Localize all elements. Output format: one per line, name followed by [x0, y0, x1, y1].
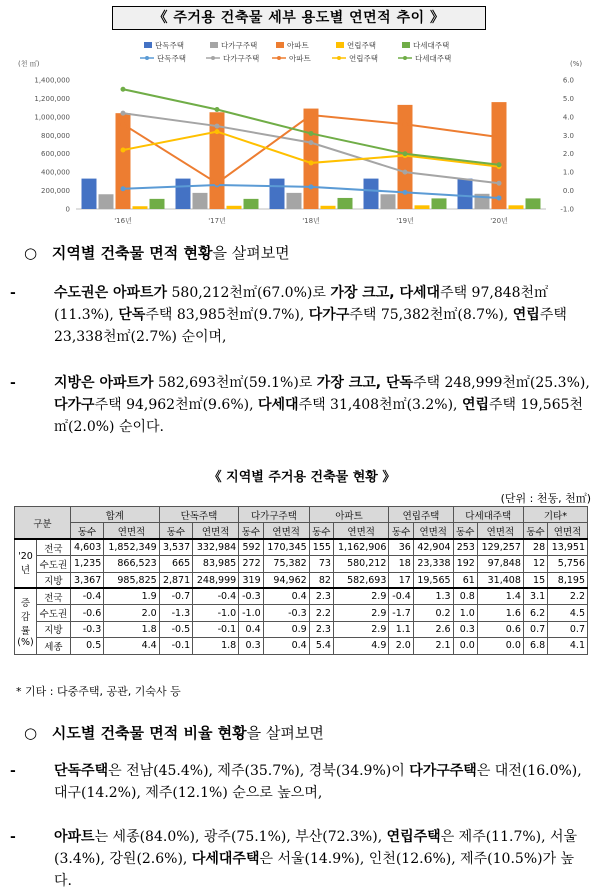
x-tick-label: '17년 — [208, 217, 226, 225]
table-cell: 12 — [523, 556, 547, 572]
text-run: 다가구주택 — [409, 763, 477, 779]
legend-label: 연립주택 — [349, 54, 378, 63]
table-cell: -0.3 — [263, 605, 309, 621]
legend-marker — [403, 56, 407, 60]
combo-chart — [14, 34, 592, 239]
table-cell: 18 — [389, 556, 413, 572]
table-cell: 1.6 — [477, 605, 523, 621]
bar — [492, 102, 507, 209]
table-row — [15, 572, 588, 588]
table-cell: 0.2 — [413, 605, 453, 621]
legend-label: 아파트 — [289, 54, 311, 63]
legend-label: 단독주택 — [157, 54, 186, 63]
table-cell: 985,825 — [104, 572, 159, 588]
table-cell: 2.2 — [309, 605, 333, 621]
table-cell: 83,985 — [193, 556, 239, 572]
table-cell: 5,756 — [548, 556, 588, 572]
table-cell: 0.7 — [523, 621, 547, 637]
table-row — [15, 539, 588, 555]
table-cell: 0.3 — [239, 638, 263, 654]
legend-label: 다가구주택 — [223, 54, 260, 63]
table-cell: -0.4 — [70, 588, 103, 604]
bar — [193, 193, 208, 209]
bar — [509, 205, 524, 209]
dash-bullet-icon: - — [10, 763, 16, 779]
bar — [287, 193, 302, 209]
table-cell: 4.1 — [548, 638, 588, 654]
table-cell: 73 — [309, 556, 333, 572]
table-cell: 97,848 — [477, 556, 523, 572]
table-footnote: * 기타 : 다중주택, 공관, 기숙사 등 — [16, 685, 181, 698]
line-point — [121, 148, 126, 153]
section2-heading — [24, 722, 324, 743]
region-cell: 지방 — [37, 621, 71, 637]
section1-heading — [24, 242, 290, 263]
table-cell: 319 — [239, 572, 263, 588]
table-cell: 61 — [453, 572, 477, 588]
header-col: 합계 — [70, 507, 159, 523]
chart-title: 《 주거용 건축물 세부 용도별 연면적 추이 》 — [112, 6, 486, 30]
legend-label: 아파트 — [287, 41, 309, 50]
table-cell: 8,195 — [548, 572, 588, 588]
legend-label: 다세대주택 — [415, 54, 452, 63]
table-cell: 580,212 — [333, 556, 388, 572]
line-point — [403, 190, 408, 195]
header-col: 단독주택 — [159, 507, 238, 523]
subheader-cell: 동수 — [523, 523, 547, 539]
table-cell: 155 — [309, 539, 333, 555]
table-cell: 170,345 — [263, 539, 309, 555]
table-cell: 0.4 — [263, 638, 309, 654]
header-col: 기타* — [523, 507, 587, 523]
bar — [364, 179, 379, 209]
table-cell: 0.3 — [453, 621, 477, 637]
legend-swatch — [144, 42, 152, 48]
text-run: 주택 248,999천㎡(25.3%), — [413, 375, 590, 391]
table-cell: 2.2 — [548, 588, 588, 604]
section2-item2 — [10, 826, 590, 890]
text-run: 주택 75,382천㎡(8.7%), — [349, 307, 513, 323]
legend-marker — [145, 56, 149, 60]
bar — [176, 179, 191, 209]
table-cell: 1.8 — [193, 638, 239, 654]
bar — [415, 205, 430, 209]
line-point — [309, 184, 314, 189]
line-point — [309, 140, 314, 145]
bar — [381, 194, 396, 209]
text-run: 주택 23,338천㎡(2.7%) 순이며, — [54, 307, 567, 345]
table-cell: 272 — [239, 556, 263, 572]
header-col: 아파트 — [309, 507, 389, 523]
text-run: 은 서울(14.9%), 인천(12.6%), 제주(10.5%)가 높다. — [54, 851, 575, 889]
dash-bullet-icon: - — [10, 285, 16, 301]
region-cell: 수도권 — [37, 556, 71, 572]
table-cell: 42,904 — [413, 539, 453, 555]
table-cell: -1.3 — [159, 605, 192, 621]
line-point — [403, 170, 408, 175]
table-cell: 6.8 — [523, 638, 547, 654]
text-run: 가장 크고, 다세대 — [330, 285, 441, 301]
table-cell: 192 — [453, 556, 477, 572]
text-run: 지방은 아파트가 — [54, 375, 154, 391]
subheader-cell: 동수 — [239, 523, 263, 539]
table-cell: 0.8 — [453, 588, 477, 604]
text-run: 단독주택 — [54, 763, 109, 779]
header-col: 연립주택 — [389, 507, 453, 523]
y-left-tick: 400,000 — [41, 168, 70, 177]
x-tick-label: '16년 — [114, 217, 132, 225]
subheader-cell: 동수 — [453, 523, 477, 539]
table-cell: 253 — [453, 539, 477, 555]
line-point — [403, 122, 408, 127]
bar — [82, 179, 97, 209]
text-run: 아파트 — [54, 829, 95, 845]
table-row — [15, 605, 588, 621]
line-point — [309, 131, 314, 136]
bar — [526, 198, 541, 209]
y-left-tick: 1,400,000 — [34, 76, 70, 85]
section1-item2-text — [10, 372, 590, 438]
table-row — [15, 621, 588, 637]
section1-item2 — [10, 372, 590, 438]
text-run: 다가구 — [308, 307, 350, 323]
circle-bullet-icon: ○ — [24, 244, 38, 262]
table-row — [15, 588, 588, 604]
area-chart-container — [14, 34, 592, 239]
subheader-row — [15, 523, 588, 539]
table-cell: 129,257 — [477, 539, 523, 555]
table-cell: -1.7 — [389, 605, 413, 621]
table-cell: 28 — [523, 539, 547, 555]
table-row — [15, 556, 588, 572]
table-cell: 2.9 — [333, 605, 388, 621]
table-cell: 1.4 — [477, 588, 523, 604]
text-run: 582,693천㎡(59.1%)로 — [153, 375, 317, 391]
table-cell: 1.8 — [104, 621, 159, 637]
table-cell: 2.6 — [413, 621, 453, 637]
line-point — [215, 124, 220, 129]
subheader-cell: 연면적 — [104, 523, 159, 539]
text-run: 수도권은 아파트가 — [54, 285, 168, 301]
table-cell: 5.4 — [309, 638, 333, 654]
bar — [432, 198, 447, 209]
y-right-tick: 3.0 — [562, 131, 574, 140]
text-run: 주택 31,408천㎡(3.2%), — [298, 397, 462, 413]
bar — [270, 179, 285, 209]
region-cell: 전국 — [37, 588, 71, 604]
y-left-tick: 600,000 — [41, 150, 70, 159]
line-point — [497, 135, 502, 140]
section2-heading-rest: 을 살펴보면 — [246, 724, 324, 742]
table-cell: 0.4 — [239, 621, 263, 637]
line-point — [215, 107, 220, 112]
legend-swatch — [210, 42, 218, 48]
bar — [304, 109, 319, 209]
y-right-tick: 6.0 — [562, 76, 574, 85]
legend-label: 연립주택 — [347, 41, 376, 50]
line-point — [121, 87, 126, 92]
table-cell: 1.3 — [413, 588, 453, 604]
dash-bullet-icon: - — [10, 829, 16, 845]
section2-item2-text — [10, 826, 590, 890]
bar — [99, 194, 114, 209]
line-point — [309, 113, 314, 118]
table-cell: 2,871 — [159, 572, 192, 588]
section2-heading-bold: 시도별 건축물 면적 비율 현황 — [51, 724, 247, 742]
text-run: 다가구 — [54, 397, 95, 413]
table-cell: 0.6 — [477, 621, 523, 637]
table-cell: 582,693 — [333, 572, 388, 588]
line-point — [403, 151, 408, 156]
subheader-cell: 연면적 — [413, 523, 453, 539]
table-cell: -0.1 — [193, 621, 239, 637]
table-cell: 665 — [159, 556, 192, 572]
table-cell: -0.3 — [70, 621, 103, 637]
text-run: 다세대주택 — [191, 851, 260, 867]
row-group-label: 증감률(%) — [15, 588, 37, 654]
legend-marker — [277, 56, 281, 60]
table-cell: -0.6 — [70, 605, 103, 621]
dash-bullet-icon: - — [10, 375, 16, 391]
section2-item1 — [10, 760, 590, 804]
region-cell: 세종 — [37, 638, 71, 654]
y-left-tick: 0 — [65, 205, 70, 214]
subheader-cell: 동수 — [70, 523, 103, 539]
line-point — [497, 181, 502, 186]
bar — [133, 206, 148, 209]
subheader-cell: 연면적 — [548, 523, 588, 539]
legend-marker — [337, 56, 341, 60]
section1-item1-text — [10, 282, 590, 348]
table-title: 《 지역별 주거용 건축물 현황 》 — [208, 470, 396, 485]
line-point — [121, 122, 126, 127]
section1-item1 — [10, 282, 590, 348]
line-point — [309, 160, 314, 165]
table-cell: 0.4 — [263, 588, 309, 604]
legend-label: 다가구주택 — [221, 41, 258, 50]
table-cell: 3,537 — [159, 539, 192, 555]
table-cell: 1,235 — [70, 556, 103, 572]
section1-heading-bold: 지역별 건축물 면적 현황 — [51, 244, 213, 262]
y-right-tick: 0.0 — [562, 187, 574, 196]
text-run: 연립 — [512, 307, 540, 323]
section1-heading-rest: 을 살펴보면 — [212, 244, 290, 262]
table-cell: -0.5 — [159, 621, 192, 637]
legend-label: 다세대주택 — [413, 41, 450, 50]
y-right-tick: 2.0 — [562, 150, 574, 159]
table-cell: 2.3 — [309, 621, 333, 637]
table-cell: 15 — [523, 572, 547, 588]
bar — [227, 206, 242, 209]
table-cell: 31,408 — [477, 572, 523, 588]
table-cell: 6.2 — [523, 605, 547, 621]
table-cell: 1,852,349 — [104, 539, 159, 555]
text-run: 주택 94,962천㎡(9.6%), — [94, 397, 258, 413]
y-left-tick: 200,000 — [41, 187, 70, 196]
table-cell: 2.9 — [333, 588, 388, 604]
text-run: 580,212천㎡(67.0%)로 — [167, 285, 331, 301]
region-table — [14, 506, 588, 655]
line-point — [215, 129, 220, 134]
table-cell: 3.1 — [523, 588, 547, 604]
bar — [150, 199, 165, 209]
table-cell: 0.5 — [70, 638, 103, 654]
table-cell: 2.1 — [413, 638, 453, 654]
table-cell: 0.0 — [477, 638, 523, 654]
table-cell: 4,603 — [70, 539, 103, 555]
subheader-cell: 동수 — [389, 523, 413, 539]
table-cell: 36 — [389, 539, 413, 555]
y-left-tick: 1,000,000 — [34, 113, 70, 122]
text-run: 연립주택 — [386, 829, 441, 845]
table-cell: 1.0 — [453, 605, 477, 621]
table-cell: 248,999 — [193, 572, 239, 588]
line-point — [497, 195, 502, 200]
y-left-unit: (천 ㎡) — [18, 60, 40, 68]
y-right-tick: 4.0 — [562, 113, 574, 122]
table-cell: 17 — [389, 572, 413, 588]
table-cell: 2.3 — [309, 588, 333, 604]
table-cell: -0.1 — [159, 638, 192, 654]
table-cell: 94,962 — [263, 572, 309, 588]
region-cell: 전국 — [37, 539, 71, 555]
legend-label: 단독주택 — [155, 41, 184, 50]
y-right-tick: 5.0 — [562, 94, 574, 103]
x-tick-label: '20년 — [490, 217, 508, 225]
table-cell: 23,338 — [413, 556, 453, 572]
subheader-cell: 동수 — [159, 523, 192, 539]
bar — [244, 199, 259, 209]
table-cell: 1.1 — [389, 621, 413, 637]
text-run: 연립 — [461, 397, 490, 413]
bar — [458, 179, 473, 209]
table-cell: 0.7 — [548, 621, 588, 637]
x-tick-label: '19년 — [396, 217, 414, 225]
table-cell: -1.0 — [193, 605, 239, 621]
text-run: 주택 83,985천㎡(9.7%), — [145, 307, 309, 323]
table-cell: 3,367 — [70, 572, 103, 588]
text-run: 은 제주(11.7%), 서울(3.4%), 강원(2.6%), — [54, 829, 578, 867]
row-group-label: '20년 — [15, 539, 37, 588]
table-cell: 4.5 — [548, 605, 588, 621]
table-unit: (단위 : 천동, 천㎡) — [500, 492, 591, 505]
table-cell: 2.0 — [389, 638, 413, 654]
legend-marker — [211, 56, 215, 60]
bar — [338, 198, 353, 209]
subheader-cell: 연면적 — [477, 523, 523, 539]
text-run: 은 전남(45.4%), 제주(35.7%), 경북(34.9%)이 — [108, 763, 410, 779]
x-tick-label: '18년 — [302, 217, 320, 225]
table-cell: 1,162,906 — [333, 539, 388, 555]
text-run: 다세대 — [257, 397, 299, 413]
line-point — [121, 111, 126, 116]
text-run: 주택 97,848천㎡(11.3%), — [54, 285, 549, 323]
line-point — [497, 162, 502, 167]
header-col: 다가구주택 — [239, 507, 310, 523]
line-point — [215, 181, 220, 186]
table-cell: 75,382 — [263, 556, 309, 572]
circle-bullet-icon: ○ — [24, 724, 38, 742]
text-run: 는 세종(84.0%), 광주(75.1%), 부산(72.3%), — [94, 829, 387, 845]
table-cell: -0.7 — [159, 588, 192, 604]
table-cell: 332,984 — [193, 539, 239, 555]
y-right-tick: 1.0 — [562, 168, 574, 177]
table-cell: -0.4 — [193, 588, 239, 604]
table-cell: 866,523 — [104, 556, 159, 572]
table-cell: 4.9 — [333, 638, 388, 654]
bar — [321, 206, 336, 209]
subheader-cell: 연면적 — [263, 523, 309, 539]
text-run: 가장 크고, 단독 — [316, 375, 414, 391]
text-run: 단독 — [118, 307, 146, 323]
table-cell: -0.3 — [239, 588, 263, 604]
subheader-cell: 동수 — [309, 523, 333, 539]
text-run: 주택 19,565천㎡(2.0%) 순이다. — [54, 397, 584, 435]
region-cell: 지방 — [37, 572, 71, 588]
header-col: 다세대주택 — [453, 507, 523, 523]
table-row — [15, 638, 588, 654]
legend-swatch — [336, 42, 344, 48]
table-cell: -0.4 — [389, 588, 413, 604]
table-cell: 13,951 — [548, 539, 588, 555]
table-cell: 592 — [239, 539, 263, 555]
region-cell: 수도권 — [37, 605, 71, 621]
table-cell: 4.4 — [104, 638, 159, 654]
table-cell: -1.0 — [239, 605, 263, 621]
line-point — [121, 186, 126, 191]
section2-item1-text — [10, 760, 590, 804]
y-right-tick: -1.0 — [560, 205, 574, 214]
legend-swatch — [276, 42, 284, 48]
subheader-cell: 연면적 — [333, 523, 388, 539]
y-left-tick: 800,000 — [41, 131, 70, 140]
y-right-unit: (%) — [570, 60, 583, 68]
table-cell: 2.0 — [104, 605, 159, 621]
table-cell: 1.9 — [104, 588, 159, 604]
table-cell: 0.0 — [453, 638, 477, 654]
table-cell: 82 — [309, 572, 333, 588]
header-group: 구분 — [15, 507, 71, 540]
text-run: 은 대전(16.0%), 대구(14.2%), 제주(12.1%) 순으로 높으며, — [54, 763, 582, 801]
subheader-cell: 연면적 — [193, 523, 239, 539]
y-left-tick: 1,200,000 — [34, 94, 70, 103]
table-cell: 19,565 — [413, 572, 453, 588]
legend-swatch — [402, 42, 410, 48]
table-cell: 2.9 — [333, 621, 388, 637]
table-cell: 0.9 — [263, 621, 309, 637]
